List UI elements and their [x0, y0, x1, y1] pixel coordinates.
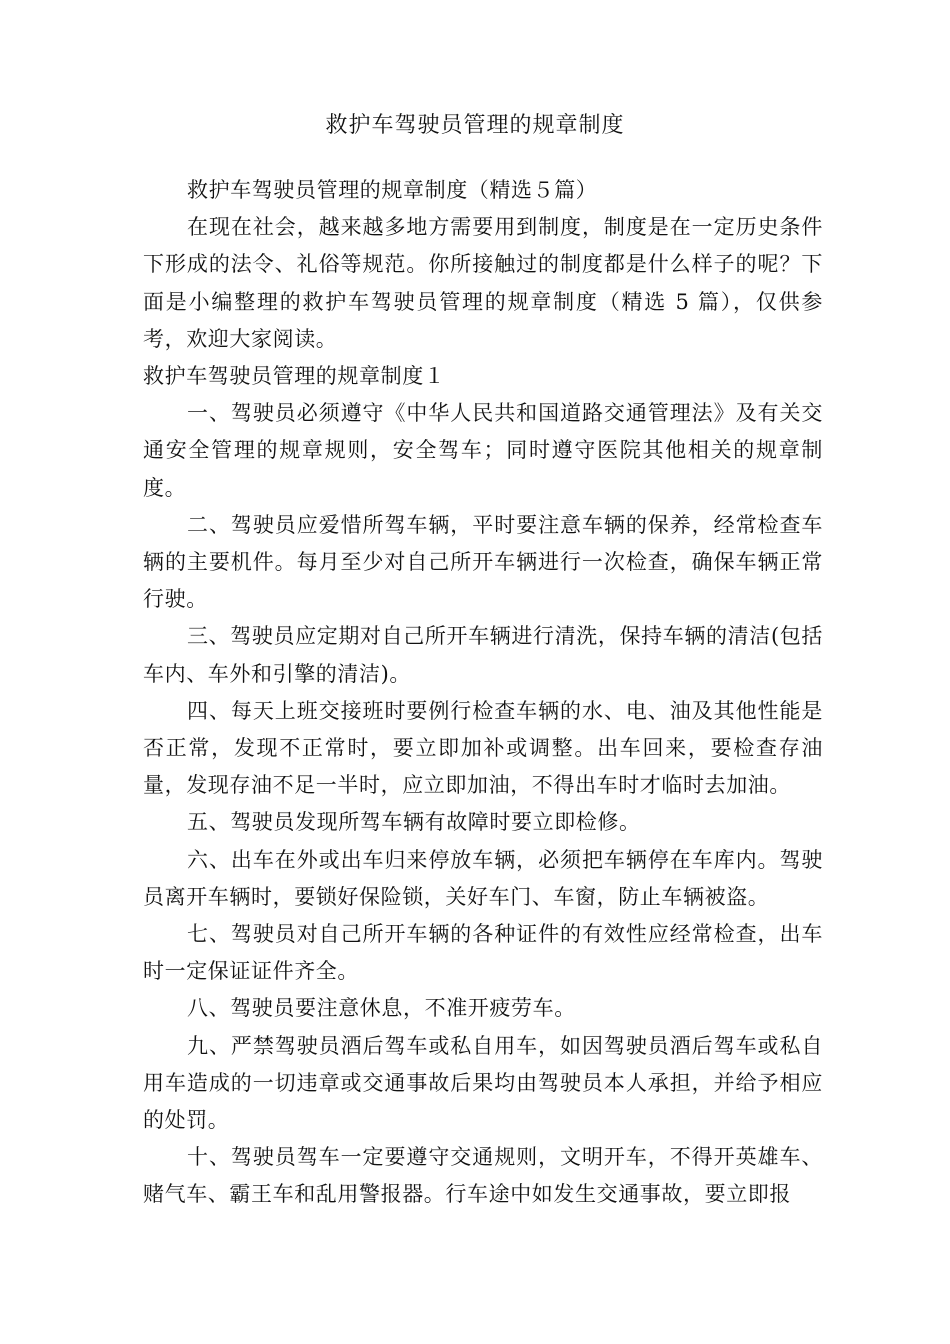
rule-paragraph-5: 五、驾驶员发现所驾车辆有故障时要立即检修。: [187, 810, 641, 835]
rule-paragraph-9: 九、严禁驾驶员酒后驾车或私自用车，如因驾驶员酒后驾车或私自用车造成的一切违章或交通事故后果均由驾驶员本人承担，并给予相应的处罚。: [143, 1033, 823, 1133]
rule-paragraph-7: 七、驾驶员对自己所开车辆的各种证件的有效性应经常检查，出车时一定保证证件齐全。: [143, 922, 823, 984]
document-title: 救护车驾驶员管理的规章制度: [325, 113, 625, 138]
document-body: [143, 172, 823, 1214]
rule-paragraph-2: 二、驾驶员应爱惜所驾车辆，平时要注意车辆的保养，经常检查车辆的主要机件。每月至少对自己所开车辆进行一次检查，确保车辆正常行驶。: [143, 512, 823, 612]
subtitle-paragraph: 救护车驾驶员管理的规章制度（精选５篇）: [187, 178, 598, 202]
rule-paragraph-6: 六、出车在外或出车归来停放车辆，必须把车辆停在车库内。驾驶员离开车辆时，要锁好保险锁，关好车门、车窗，防止车辆被盗。: [143, 847, 823, 909]
section-heading: 救护车驾驶员管理的规章制度１: [143, 364, 446, 389]
intro-paragraph: 在现在社会，越来越多地方需要用到制度，制度是在一定历史条件下形成的法令、礼俗等规范。你所接触过的制度都是什么样子的呢？下面是小编整理的救护车驾驶员管理的规章制度（精选 5 篇），仅供参考，欢迎大家阅读。: [143, 215, 823, 351]
rule-paragraph-10: 十、驾驶员驾车一定要遵守交通规则，文明开车，不得开英雄车、赌气车、霸王车和乱用警报器。行车途中如发生交通事故，要立即报: [143, 1145, 823, 1207]
rule-paragraph-8: 八、驾驶员要注意休息，不准开疲劳车。: [187, 996, 576, 1021]
rule-paragraph-4: 四、每天上班交接班时要例行检查车辆的水、电、油及其他性能是否正常，发现不正常时，要立即加补或调整。出车回来，要检查存油量，发现存油不足一半时，应立即加油，不得出车时才临时去加油。: [143, 698, 823, 798]
rule-paragraph-3: 三、驾驶员应定期对自己所开车辆进行清洗，保持车辆的清洁(包括车内、车外和引擎的清洁)。: [143, 624, 823, 686]
rule-paragraph-1: 一、驾驶员必须遵守《中华人民共和国道路交通管理法》及有关交通安全管理的规章规则，安全驾车；同时遵守医院其他相关的规章制度。: [143, 401, 823, 500]
